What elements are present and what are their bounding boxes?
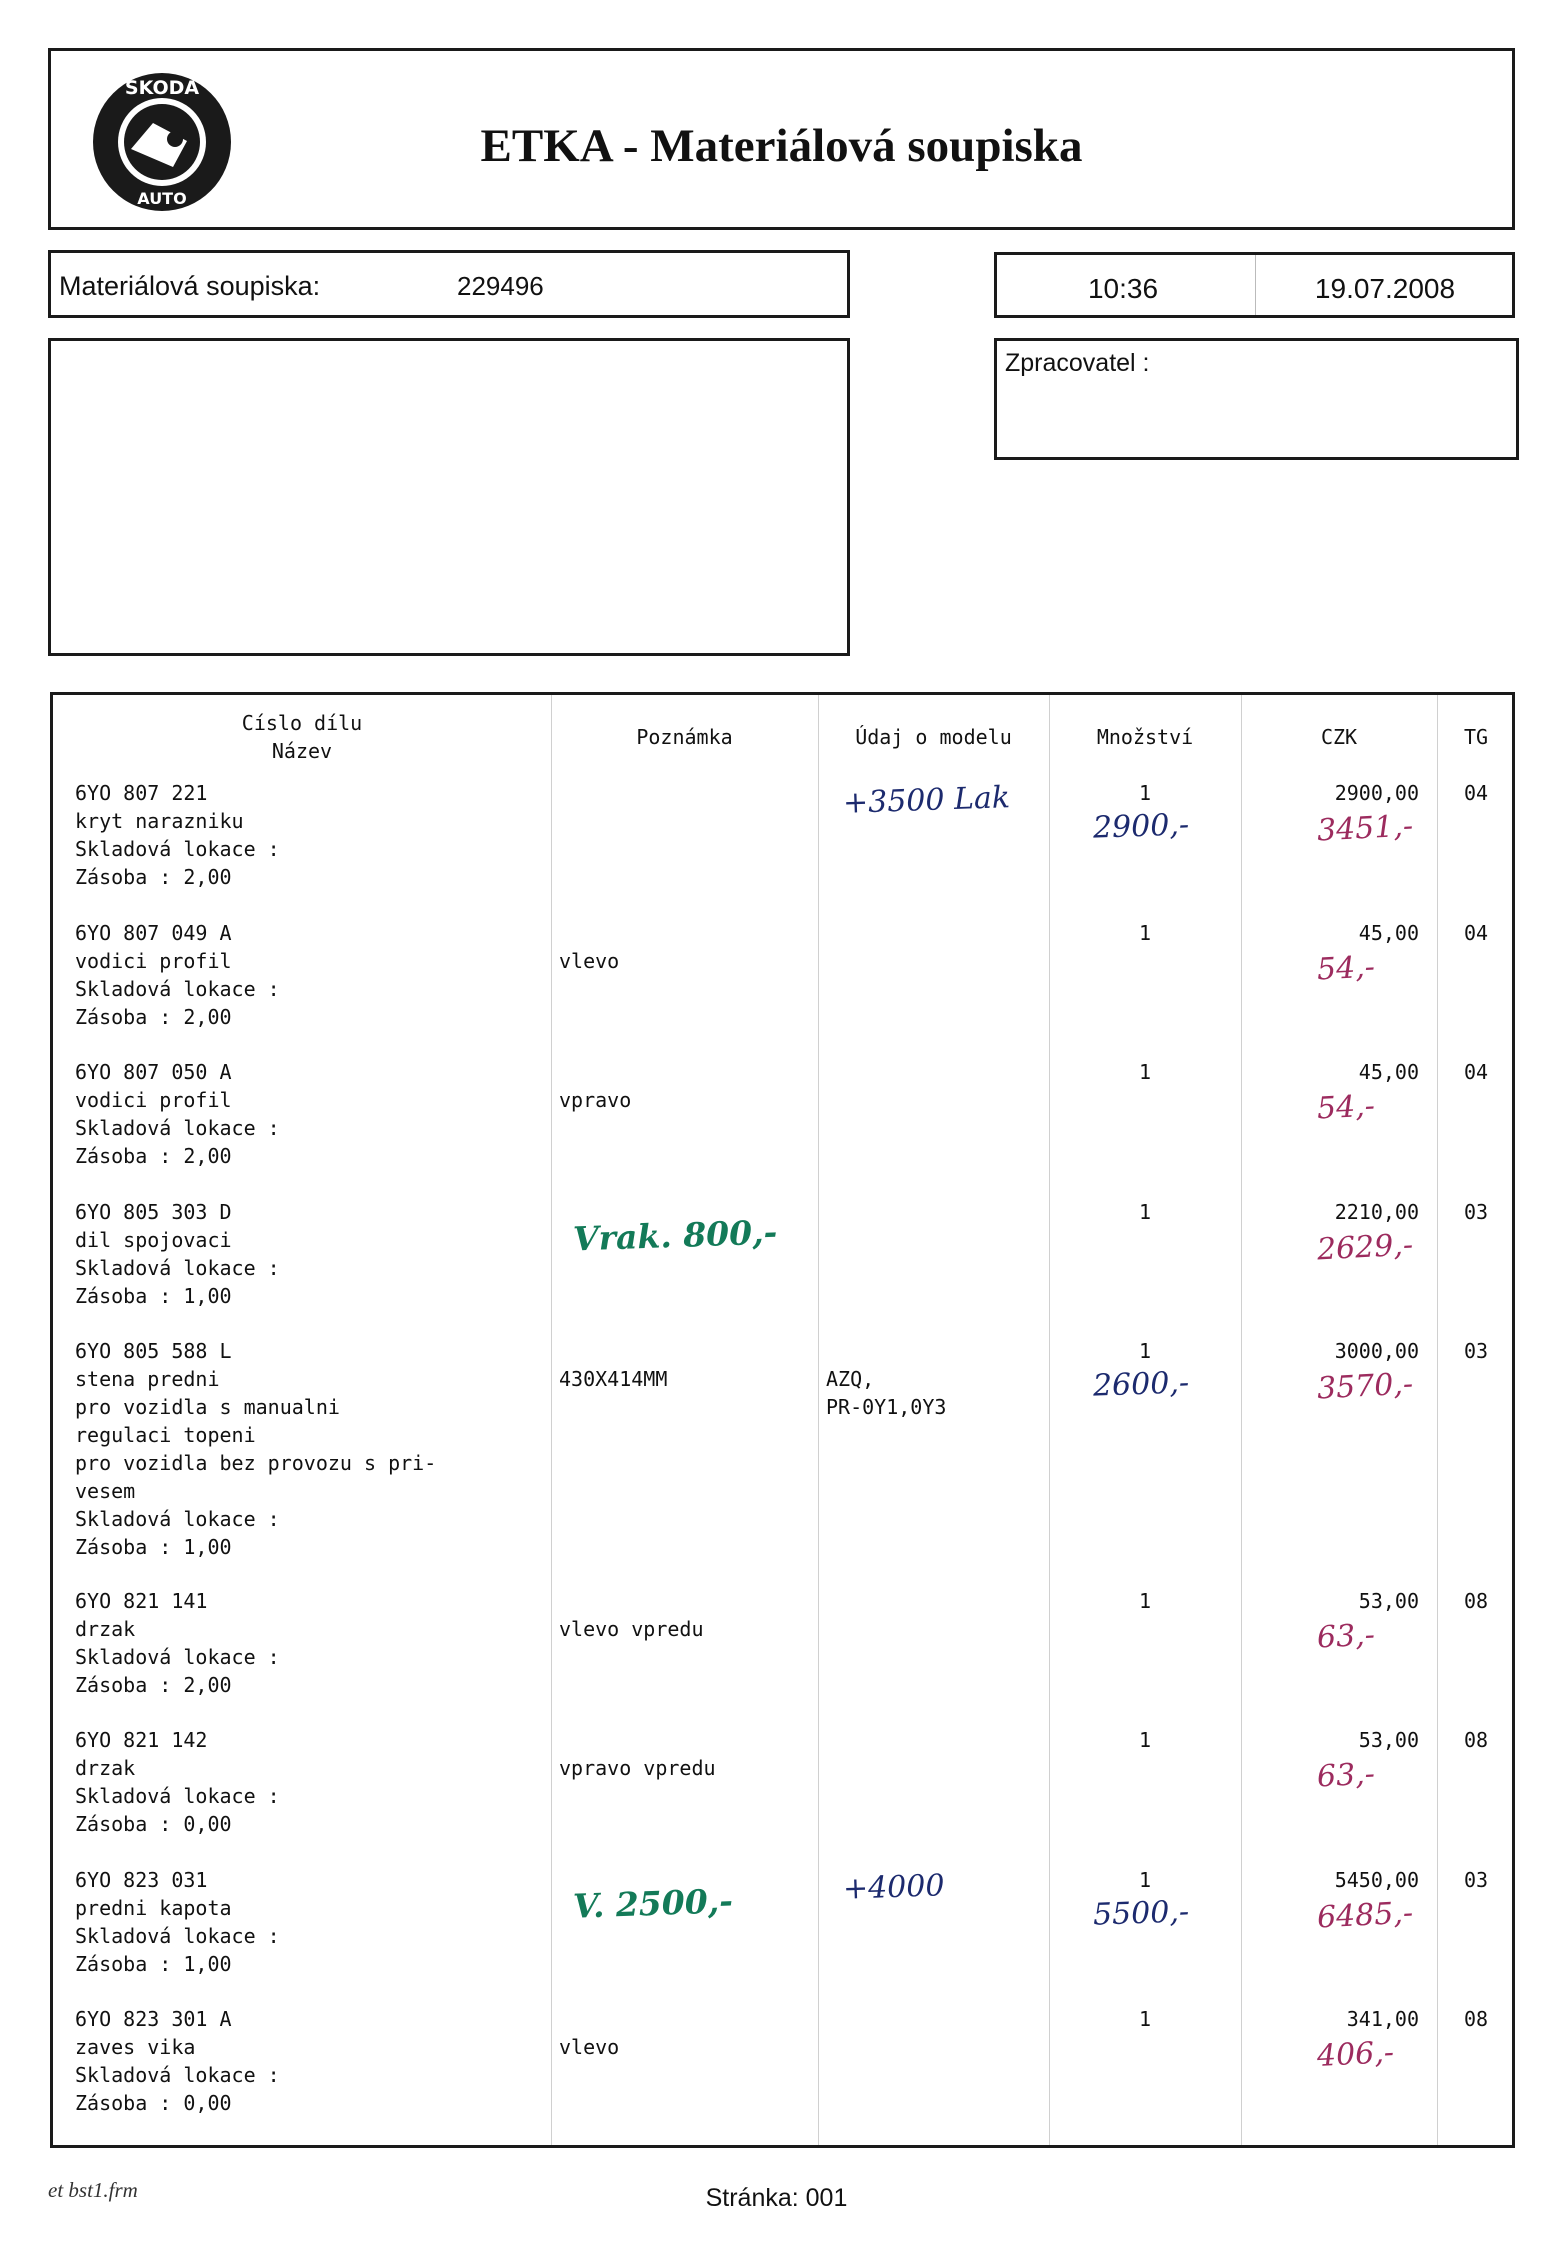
document-title: ETKA - Materiálová soupiska [480,120,1083,172]
price-cell: 5450,00 [1334,1868,1419,1892]
tg-cell: 03 [1463,1200,1489,1224]
soupiska-number: 229496 [457,271,544,301]
tg-cell: 03 [1463,1868,1489,1892]
price-cell: 53,00 [1358,1728,1419,1752]
part-cell: 6YO 823 301 A zaves vika Skladová lokace : Zásoba : 0,00 [75,2007,280,2115]
quantity-cell: 1 [1138,1339,1152,1363]
quantity-cell: 1 [1138,1868,1152,1892]
time-date-box [994,252,1515,318]
header-box [48,48,1515,230]
handwritten-price: 406,- [1316,2035,1395,2074]
tg-cell: 03 [1463,1339,1489,1363]
price-cell: 2210,00 [1334,1200,1419,1224]
zpracovatel-label: Zpracovatel : [1005,349,1150,377]
handwritten-price: 3451,- [1316,808,1414,849]
price-cell: 45,00 [1358,1060,1419,1084]
note-cell: vlevo vpredu [559,1617,704,1641]
handwritten-model-note: +4000 [842,1868,946,1907]
column-divider [551,695,552,2145]
form-name: et bst1.frm [48,2178,138,2202]
quantity-cell: 1 [1138,921,1152,945]
tg-cell: 04 [1463,921,1489,945]
header-tg: TG [1463,725,1489,749]
quantity-cell: 1 [1138,1200,1152,1224]
handwritten-quantity-note: 5500,- [1092,1894,1190,1933]
quantity-cell: 1 [1138,781,1152,805]
column-divider [1241,695,1242,2145]
part-cell: 6YO 821 141 drzak Skladová lokace : Zásoba : 2,00 [75,1589,280,1697]
part-cell: 6YO 805 588 L stena predni pro vozidla s manualni regulaci topeni pro vozidla bez provozu s pri- vesem Skladová lokace : Zásoba : 1,00 [75,1339,437,1559]
handwritten-price: 54,- [1316,1088,1376,1127]
quantity-cell: 1 [1138,1589,1152,1613]
quantity-cell: 1 [1138,1728,1152,1752]
handwritten-quantity-note: 2600,- [1092,1365,1190,1404]
soupiska-label: Materiálová soupiska: [59,271,321,301]
handwritten-price: 54,- [1316,949,1376,988]
price-cell: 3000,00 [1334,1339,1419,1363]
handwritten-note: Vrak. 800,- [572,1212,778,1259]
quantity-cell: 1 [1138,1060,1152,1084]
handwritten-model-note: +3500 Lak [842,780,1011,821]
handwritten-note: V. 2500,- [572,1881,734,1926]
part-cell: 6YO 823 031 predni kapota Skladová lokace : Zásoba : 1,00 [75,1868,280,1976]
model-cell: AZQ, PR-0Y1,0Y3 [826,1367,947,1419]
handwritten-price: 2629,- [1316,1227,1414,1268]
quantity-cell: 1 [1138,2007,1152,2031]
header-note: Poznámka [636,725,733,749]
handwritten-price: 6485,- [1316,1895,1414,1936]
price-cell: 45,00 [1358,921,1419,945]
part-cell: 6YO 805 303 D dil spojovaci Skladová lokace : Zásoba : 1,00 [75,1200,280,1308]
part-cell: 6YO 807 221 kryt narazniku Skladová lokace : Zásoba : 2,00 [75,781,280,889]
page-number: Stránka: 001 [705,2184,848,2212]
time-value: 10:36 [1087,273,1159,304]
note-cell: vlevo [559,949,620,973]
note-cell: vpravo [559,1088,632,1112]
tg-cell: 04 [1463,1060,1489,1084]
price-cell: 341,00 [1346,2007,1419,2031]
header-quantity: Množství [1096,725,1194,749]
part-cell: 6YO 821 142 drzak Skladová lokace : Zásoba : 0,00 [75,1728,280,1836]
header-czk: CZK [1320,725,1358,749]
column-divider [818,695,819,2145]
price-cell: 53,00 [1358,1589,1419,1613]
part-cell: 6YO 807 050 A vodici profil Skladová lokace : Zásoba : 2,00 [75,1060,280,1168]
tg-cell: 08 [1463,2007,1489,2031]
zpracovatel-box [994,338,1519,460]
header-model: Údaj o modelu [855,725,1012,749]
logo-text-bottom: AUTO [137,189,187,208]
column-divider [1049,695,1050,2145]
soupiska-box [48,250,850,318]
tg-cell: 08 [1463,1728,1489,1752]
tg-cell: 08 [1463,1589,1489,1613]
handwritten-quantity-note: 2900,- [1092,807,1190,846]
header-part-number: Císlo dílu Název [241,711,363,763]
note-cell: 430X414MM [559,1367,668,1391]
price-cell: 2900,00 [1334,781,1419,805]
handwritten-price: 63,- [1316,1617,1376,1656]
note-cell: vpravo vpredu [559,1756,716,1780]
column-divider [1437,695,1438,2145]
note-cell: vlevo [559,2035,620,2059]
handwritten-price: 63,- [1316,1756,1376,1795]
address-box [48,338,850,656]
part-cell: 6YO 807 049 A vodici profil Skladová lokace : Zásoba : 2,00 [75,921,280,1029]
tg-cell: 04 [1463,781,1489,805]
parts-table [50,692,1515,2148]
date-value: 19.07.2008 [1314,273,1456,304]
logo-text-top: ŠKODA [124,77,200,99]
handwritten-price: 3570,- [1316,1366,1414,1407]
